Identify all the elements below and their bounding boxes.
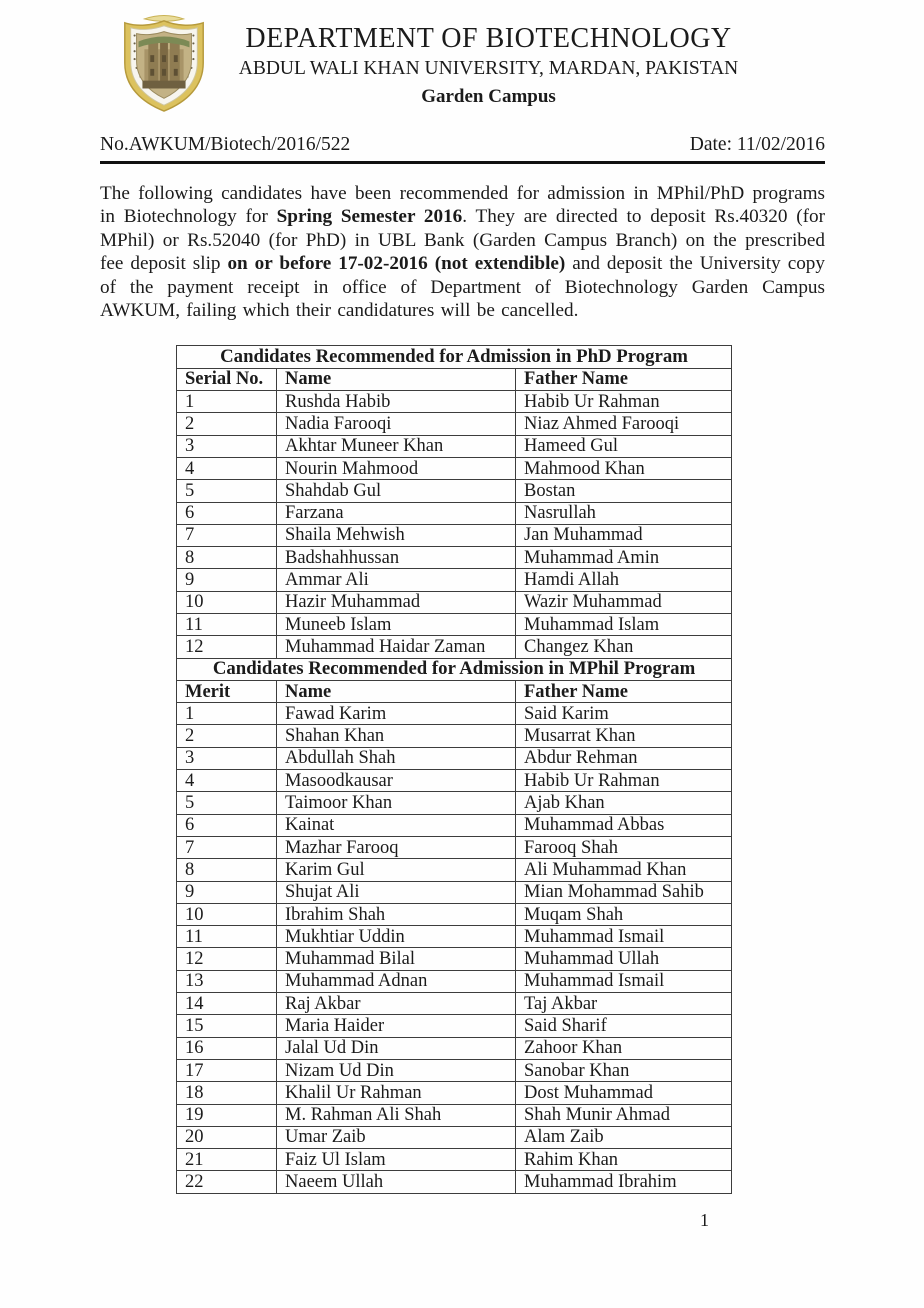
table-row	[177, 970, 732, 992]
notice-text: . They are directed to deposit Rs.40320 (for MPhil) or Rs.52040 (for PhD) in UBL Bank (Garden Campus Branch) on the prescribed fee deposit slip	[100, 206, 826, 275]
notice-bold-text: on or before 17-02-2016 (not extendible)	[227, 253, 566, 275]
serial-cell: 9	[177, 881, 277, 903]
father-name-cell: Said Sharif	[516, 1015, 732, 1037]
name-cell: Shahdab Gul	[277, 480, 516, 502]
name-cell: Nourin Mahmood	[277, 457, 516, 479]
serial-cell: 20	[177, 1126, 277, 1148]
serial-cell: 11	[177, 614, 277, 636]
serial-cell: 5	[177, 480, 277, 502]
name-cell: Jalal Ud Din	[277, 1037, 516, 1059]
name-cell: Karim Gul	[277, 859, 516, 881]
table-section-title-row	[177, 346, 732, 368]
serial-cell: 6	[177, 502, 277, 524]
table-row	[177, 547, 732, 569]
name-cell: Nizam Ud Din	[277, 1059, 516, 1081]
table-row	[177, 413, 732, 435]
table-row	[177, 792, 732, 814]
father-name-cell: Wazir Muhammad	[516, 591, 732, 613]
reference-date: Date: 11/02/2016	[689, 134, 825, 155]
name-cell: Ibrahim Shah	[277, 903, 516, 925]
father-name-cell: Muhammad Ismail	[516, 970, 732, 992]
table-row	[177, 636, 732, 658]
department-title: DEPARTMENT OF BIOTECHNOLOGY	[245, 23, 732, 54]
father-name-cell: Muqam Shah	[516, 903, 732, 925]
table-section-title: Candidates Recommended for Admission in PhD Program	[177, 346, 732, 368]
father-name-cell: Sanobar Khan	[516, 1059, 732, 1081]
serial-cell: 4	[177, 770, 277, 792]
name-cell: Muneeb Islam	[277, 614, 516, 636]
table-row	[177, 703, 732, 725]
column-header: Serial No.	[177, 368, 277, 390]
name-cell: Shaila Mehwish	[277, 524, 516, 546]
father-name-cell: Musarrat Khan	[516, 725, 732, 747]
name-cell: Taimoor Khan	[277, 792, 516, 814]
column-header: Merit	[177, 680, 277, 702]
table-row	[177, 1037, 732, 1059]
page-number: 1	[700, 1209, 709, 1230]
table-row	[177, 480, 732, 502]
serial-cell: 1	[177, 391, 277, 413]
name-cell: Muhammad Bilal	[277, 948, 516, 970]
serial-cell: 1	[177, 703, 277, 725]
divider-rule	[100, 161, 825, 164]
name-cell: Khalil Ur Rahman	[277, 1082, 516, 1104]
father-name-cell: Bostan	[516, 480, 732, 502]
serial-cell: 11	[177, 926, 277, 948]
serial-cell: 13	[177, 970, 277, 992]
table-row	[177, 569, 732, 591]
table-row	[177, 1149, 732, 1171]
table-row	[177, 524, 732, 546]
name-cell: Mukhtiar Uddin	[277, 926, 516, 948]
column-header: Father Name	[516, 368, 732, 390]
name-cell: Naeem Ullah	[277, 1171, 516, 1193]
table-row	[177, 859, 732, 881]
name-cell: Umar Zaib	[277, 1126, 516, 1148]
father-name-cell: Changez Khan	[516, 636, 732, 658]
name-cell: Mazhar Farooq	[277, 836, 516, 858]
notice-text: and deposit the University copy of the payment receipt in office of Department of Biotechnology Garden Campus AWKUM, failing which their candidatures will be cancelled.	[100, 253, 825, 322]
table-row	[177, 502, 732, 524]
name-cell: Raj Akbar	[277, 993, 516, 1015]
university-logo	[115, 12, 213, 114]
father-name-cell: Muhammad Ibrahim	[516, 1171, 732, 1193]
column-header: Name	[277, 680, 516, 702]
table-header-row	[177, 680, 732, 702]
name-cell: Rushda Habib	[277, 391, 516, 413]
name-cell: Masoodkausar	[277, 770, 516, 792]
serial-cell: 22	[177, 1171, 277, 1193]
table-row	[177, 1015, 732, 1037]
table-section-title: Candidates Recommended for Admission in MPhil Program	[177, 658, 732, 680]
candidates-table-body	[177, 346, 732, 1193]
serial-cell: 8	[177, 859, 277, 881]
table-row	[177, 591, 732, 613]
name-cell: Ammar Ali	[277, 569, 516, 591]
father-name-cell: Shah Munir Ahmad	[516, 1104, 732, 1126]
table-row	[177, 926, 732, 948]
serial-cell: 12	[177, 636, 277, 658]
column-header: Father Name	[516, 680, 732, 702]
father-name-cell: Hamdi Allah	[516, 569, 732, 591]
serial-cell: 10	[177, 591, 277, 613]
serial-cell: 2	[177, 413, 277, 435]
father-name-cell: Muhammad Ullah	[516, 948, 732, 970]
father-name-cell: Alam Zaib	[516, 1126, 732, 1148]
serial-cell: 10	[177, 903, 277, 925]
notice-text: The following candidates have been recommended for admission in MPhil/PhD programs in Biotechnology for	[100, 183, 825, 228]
serial-cell: 6	[177, 814, 277, 836]
table-row	[177, 814, 732, 836]
table-row	[177, 1171, 732, 1193]
father-name-cell: Nasrullah	[516, 502, 732, 524]
table-row	[177, 948, 732, 970]
campus-name: Garden Campus	[421, 86, 556, 107]
name-cell: Kainat	[277, 814, 516, 836]
serial-cell: 18	[177, 1082, 277, 1104]
reference-number: No.AWKUM/Biotech/2016/522	[100, 134, 351, 155]
father-name-cell: Zahoor Khan	[516, 1037, 732, 1059]
name-cell: Akhtar Muneer Khan	[277, 435, 516, 457]
father-name-cell: Taj Akbar	[516, 993, 732, 1015]
serial-cell: 7	[177, 524, 277, 546]
table-row	[177, 903, 732, 925]
name-cell: Maria Haider	[277, 1015, 516, 1037]
serial-cell: 4	[177, 457, 277, 479]
serial-cell: 9	[177, 569, 277, 591]
table-section-title-row	[177, 658, 732, 680]
serial-cell: 3	[177, 435, 277, 457]
name-cell: Shahan Khan	[277, 725, 516, 747]
name-cell: M. Rahman Ali Shah	[277, 1104, 516, 1126]
father-name-cell: Hameed Gul	[516, 435, 732, 457]
serial-cell: 12	[177, 948, 277, 970]
notice-bold-text: Spring Semester 2016	[276, 206, 463, 228]
father-name-cell: Muhammad Ismail	[516, 926, 732, 948]
name-cell: Badshahhussan	[277, 547, 516, 569]
name-cell: Abdullah Shah	[277, 747, 516, 769]
name-cell: Fawad Karim	[277, 703, 516, 725]
serial-cell: 14	[177, 993, 277, 1015]
serial-cell: 16	[177, 1037, 277, 1059]
father-name-cell: Abdur Rehman	[516, 747, 732, 769]
table-row	[177, 770, 732, 792]
table-row	[177, 435, 732, 457]
name-cell: Shujat Ali	[277, 881, 516, 903]
table-row	[177, 993, 732, 1015]
father-name-cell: Rahim Khan	[516, 1149, 732, 1171]
father-name-cell: Ajab Khan	[516, 792, 732, 814]
father-name-cell: Muhammad Amin	[516, 547, 732, 569]
father-name-cell: Muhammad Abbas	[516, 814, 732, 836]
serial-cell: 3	[177, 747, 277, 769]
table-row	[177, 881, 732, 903]
father-name-cell: Said Karim	[516, 703, 732, 725]
father-name-cell: Dost Muhammad	[516, 1082, 732, 1104]
father-name-cell: Niaz Ahmed Farooqi	[516, 413, 732, 435]
serial-cell: 15	[177, 1015, 277, 1037]
name-cell: Muhammad Haidar Zaman	[277, 636, 516, 658]
name-cell: Nadia Farooqi	[277, 413, 516, 435]
father-name-cell: Habib Ur Rahman	[516, 391, 732, 413]
table-row	[177, 614, 732, 636]
university-crest-icon	[115, 12, 213, 114]
table-row	[177, 391, 732, 413]
serial-cell: 2	[177, 725, 277, 747]
column-header: Name	[277, 368, 516, 390]
candidates-table	[176, 345, 732, 1193]
father-name-cell: Habib Ur Rahman	[516, 770, 732, 792]
table-row	[177, 836, 732, 858]
notice-paragraph	[100, 182, 825, 322]
table-row	[177, 1126, 732, 1148]
father-name-cell: Farooq Shah	[516, 836, 732, 858]
table-header-row	[177, 368, 732, 390]
father-name-cell: Mahmood Khan	[516, 457, 732, 479]
table-row	[177, 457, 732, 479]
name-cell: Hazir Muhammad	[277, 591, 516, 613]
father-name-cell: Ali Muhammad Khan	[516, 859, 732, 881]
serial-cell: 19	[177, 1104, 277, 1126]
serial-cell: 8	[177, 547, 277, 569]
table-row	[177, 1059, 732, 1081]
serial-cell: 17	[177, 1059, 277, 1081]
serial-cell: 21	[177, 1149, 277, 1171]
university-name: ABDUL WALI KHAN UNIVERSITY, MARDAN, PAKISTAN	[238, 58, 739, 79]
name-cell: Farzana	[277, 502, 516, 524]
name-cell: Muhammad Adnan	[277, 970, 516, 992]
reference-row	[100, 134, 825, 156]
table-row	[177, 725, 732, 747]
name-cell: Faiz Ul Islam	[277, 1149, 516, 1171]
serial-cell: 7	[177, 836, 277, 858]
table-row	[177, 1104, 732, 1126]
table-row	[177, 747, 732, 769]
serial-cell: 5	[177, 792, 277, 814]
father-name-cell: Muhammad Islam	[516, 614, 732, 636]
table-row	[177, 1082, 732, 1104]
father-name-cell: Mian Mohammad Sahib	[516, 881, 732, 903]
father-name-cell: Jan Muhammad	[516, 524, 732, 546]
